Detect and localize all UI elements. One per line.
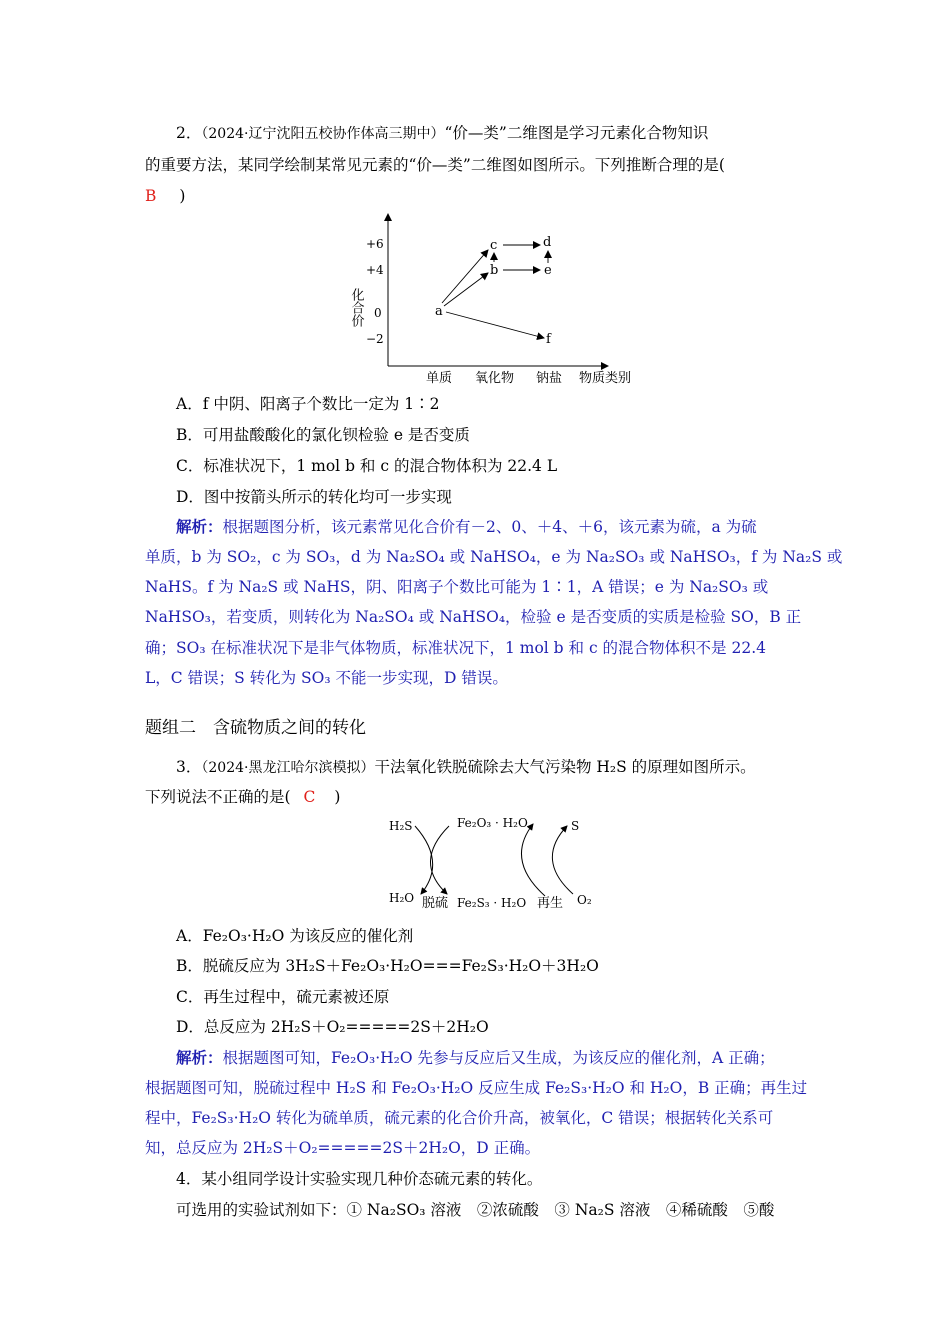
q3-source: （2024·黑龙江哈尔滨模拟） [201,760,375,776]
label-fe2s3-h2o: Fe₂S₃ · H₂O [457,896,527,910]
q2-option-b: B．可用盐酸酸化的氯化钡检验 e 是否变质 [176,426,470,444]
q3-close-paren: ) [334,788,341,806]
q3-option-a: A．Fe₂O₃·H₂O 为该反应的催化剂 [176,927,414,945]
q2-stem-part1: “价—类”二维图是学习元素化合物知识 [444,124,709,142]
q2-stem-line2: 的重要方法，某同学绘制某常见元素的“价—类”二维图如图所示。下列推断合理的是( [145,156,725,174]
ytick-minus2: −2 [366,332,384,346]
q2-analysis-label: 解析： [176,517,223,536]
q2-analysis-line5: 确；SO₃ 在标准状况下是非气体物质，标准状况下，1 mol b 和 c 的混合物体积不是 22.4 [145,639,766,657]
q2-answer-line [145,185,185,207]
label-h2s: H₂S [389,819,413,833]
q2-analysis-line4: NaHSO₃，若变质，则转化为 Na₂SO₄ 或 NaHSO₄，检验 e 是否变质的实质是检验 SO，B 正 [145,608,802,626]
valence-class-chart [340,208,650,388]
q2-option-a: A．f 中阴、阳离子个数比一定为 1∶2 [176,395,440,413]
q3-analysis-line2: 根据题图可知，脱硫过程中 H₂S 和 Fe₂O₃·H₂O 反应生成 Fe₂S₃·H₂O 和 H₂O，B 正确；再生过 [145,1079,808,1097]
point-a: a [435,304,443,319]
q3-stem-part2: 下列说法不正确的是( [145,788,291,806]
curve-fe2o3-to-fe2s3 [430,826,449,894]
curve-h2s-to-h2o [415,826,433,894]
q2-analysis-line6: L，C 错误；S 转化为 SO₃ 不能一步实现，D 错误。 [145,669,508,687]
arrow-a-to-f [446,312,544,338]
xtick-element: 单质 [426,371,453,386]
q3-stem-line1 [176,756,756,779]
curve-fe2s3-to-fe2o3 [521,824,545,896]
q3-option-b: B．脱硫反应为 3H₂S＋Fe₂O₃·H₂O===Fe₂S₃·H₂O＋3H₂O [176,957,599,975]
point-e: e [544,263,552,278]
q2-close-paren: ) [179,187,186,205]
label-regeneration: 再生 [537,896,564,911]
q3-answer: C [303,788,316,806]
section-title: 题组二 含硫物质之间的转化 [145,718,366,738]
q2-stem-line1 [176,122,708,145]
q2-number: 2． [176,124,202,142]
arrow-a-to-b [444,273,488,306]
q3-number: 3． [176,758,202,776]
q3-analysis-line4: 知，总反应为 2H₂S＋O₂=====2S＋2H₂O，D 正确。 [145,1139,541,1157]
q3-stem-part1: 干法氧化铁脱硫除去大气污染物 H₂S 的原理如图所示。 [374,758,756,776]
x-axis-label: 物质类别 [579,371,632,386]
label-desulfurization: 脱硫 [422,896,449,911]
label-fe2o3-h2o: Fe₂O₃ · H₂O [457,816,528,830]
ytick-plus4: +4 [366,263,384,277]
curve-o2-to-s [552,826,573,894]
q2-analysis-line2: 单质，b 为 SO₂，c 为 SO₃，d 为 Na₂SO₄ 或 NaHSO₄，e 为 Na₂SO₃ 或 NaHSO₃，f 为 Na₂S 或 [145,548,843,566]
label-o2: O₂ [577,893,592,907]
q4-stem [176,1168,542,1190]
q4-reagents: 可选用的实验试剂如下：① Na₂SO₃ 溶液 ②浓硫酸 ③ Na₂S 溶液 ④稀硫酸 ⑤酸 [176,1201,775,1219]
arrow-a-to-c [442,250,488,303]
q3-stem-line2 [145,786,340,808]
point-c: c [490,238,498,253]
label-h2o: H₂O [389,891,415,905]
label-s: S [571,819,580,833]
q2-analysis-line1 [176,516,757,538]
q3-analysis-line3: 程中，Fe₂S₃·H₂O 转化为硫单质，硫元素的化合价升高，被氧化，C 错误；根据转化关系可 [145,1109,774,1127]
q2-analysis-text1: 根据题图分析，该元素常见化合价有－2、0、＋4、＋6，该元素为硫，a 为硫 [222,518,757,536]
ytick-zero: 0 [374,306,382,320]
point-f: f [546,332,551,347]
ytick-plus6: +6 [366,237,384,251]
y-axis-label: 化合价 [348,288,364,327]
desulfurization-cycle-diagram [385,810,605,915]
q3-analysis-label: 解析： [176,1048,223,1067]
q2-analysis-line3: NaHS。f 为 Na₂S 或 NaHS，阴、阳离子个数比可能为 1∶1，A 错误；e 为 Na₂SO₃ 或 [145,578,769,596]
q3-analysis-text1: 根据题图可知，Fe₂O₃·H₂O 先参与反应后又生成，为该反应的催化剂，A 正确； [222,1049,775,1067]
point-d: d [543,235,552,250]
point-b: b [490,263,499,278]
q2-option-c: C．标准状况下，1 mol b 和 c 的混合物体积为 22.4 L [176,457,558,475]
q4-stem-text: 某小组同学设计实验实现几种价态硫元素的转化。 [201,1170,543,1188]
q3-analysis-line1 [176,1047,775,1069]
xtick-oxide: 氧化物 [475,371,515,386]
q3-option-d: D．总反应为 2H₂S＋O₂=====2S＋2H₂O [176,1018,489,1036]
q3-option-c: C．再生过程中，硫元素被还原 [176,988,390,1006]
q4-number: 4． [176,1170,202,1188]
q2-option-d: D．图中按箭头所示的转化均可一步实现 [176,488,452,506]
q2-answer: B [145,187,157,205]
xtick-sodium-salt: 钠盐 [536,371,563,386]
q2-source: （2024·辽宁沈阳五校协作体高三期中） [201,126,445,142]
